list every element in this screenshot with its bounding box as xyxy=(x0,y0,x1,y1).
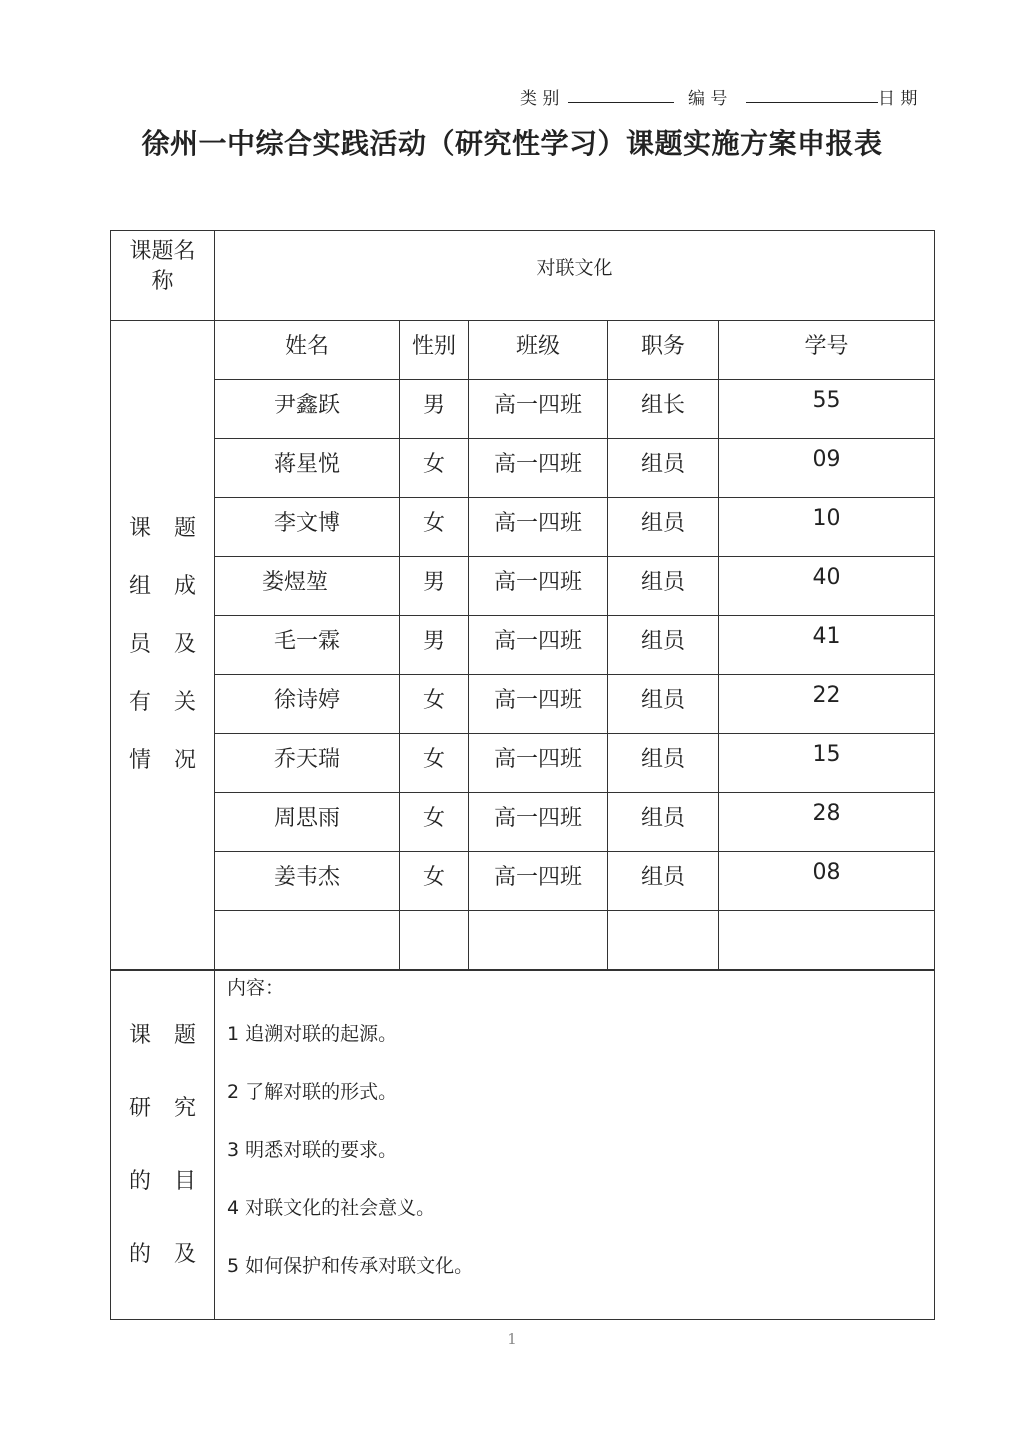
member-cell xyxy=(469,498,608,557)
member-cell xyxy=(719,616,935,675)
member-cell xyxy=(469,616,608,675)
member-cell xyxy=(215,734,400,793)
member-cell xyxy=(215,675,400,734)
purpose-item: 1 追溯对联的起源。 xyxy=(227,1023,398,1045)
member-cell-value: 女 xyxy=(422,688,445,713)
members-side-char: 关 xyxy=(173,690,196,715)
member-cell-value: 28 xyxy=(812,801,841,826)
page-number: 1 xyxy=(507,1330,517,1348)
member-row xyxy=(111,793,935,852)
column-header xyxy=(215,321,400,380)
purpose-item: 3 明悉对联的要求。 xyxy=(227,1139,398,1161)
members-side-char: 有 xyxy=(128,690,151,715)
member-cell xyxy=(215,616,400,675)
column-header-label: 学号 xyxy=(804,334,849,359)
member-cell xyxy=(400,498,469,557)
member-cell-value: 尹鑫跃 xyxy=(273,393,340,418)
column-header-label: 性别 xyxy=(411,334,456,359)
member-cell-value: 组长 xyxy=(640,393,685,418)
purpose-side-char: 的 xyxy=(128,1241,151,1267)
purpose-section xyxy=(110,970,935,1320)
category-label: 类 别 xyxy=(520,89,560,109)
members-side-char: 及 xyxy=(173,632,196,657)
member-cell-value: 高一四班 xyxy=(493,806,582,831)
purpose-item: 2 了解对联的形式。 xyxy=(227,1081,398,1103)
member-cell xyxy=(608,380,719,439)
members-side-char: 题 xyxy=(173,516,196,541)
empty-cell xyxy=(719,911,935,970)
topic-value-cell xyxy=(215,231,935,321)
column-header xyxy=(608,321,719,380)
purpose-side-char: 究 xyxy=(173,1095,196,1121)
page-title: 徐州一中综合实践活动（研究性学习）课题实施方案申报表 xyxy=(141,127,883,160)
member-cell-value: 毛一霖 xyxy=(273,629,340,654)
purpose-item: 5 如何保护和传承对联文化。 xyxy=(227,1255,474,1277)
member-cell xyxy=(215,793,400,852)
empty-cell xyxy=(215,911,400,970)
topic-value: 对联文化 xyxy=(536,257,613,279)
member-empty-row xyxy=(111,911,935,970)
member-cell xyxy=(215,498,400,557)
members-side-char: 情 xyxy=(128,748,151,773)
member-cell-value: 高一四班 xyxy=(493,511,582,536)
member-cell xyxy=(469,734,608,793)
member-cell-value: 高一四班 xyxy=(493,393,582,418)
member-cell-value: 女 xyxy=(422,747,445,772)
member-cell xyxy=(400,734,469,793)
member-cell-value: 高一四班 xyxy=(493,629,582,654)
member-cell xyxy=(608,793,719,852)
member-cell-value: 41 xyxy=(812,624,841,649)
purpose-side-char: 课 xyxy=(128,1022,151,1048)
purpose-side-char: 研 xyxy=(128,1095,151,1121)
member-row xyxy=(111,734,935,793)
member-cell xyxy=(719,734,935,793)
member-cell xyxy=(400,793,469,852)
member-cell xyxy=(469,793,608,852)
member-cell xyxy=(400,616,469,675)
member-cell-value: 男 xyxy=(422,570,445,595)
member-cell xyxy=(719,498,935,557)
member-cell-value: 娄煜堃 xyxy=(261,570,328,595)
purpose-items xyxy=(227,1005,934,1295)
member-cell xyxy=(719,557,935,616)
member-row xyxy=(111,557,935,616)
member-cell-value: 男 xyxy=(422,393,445,418)
member-cell xyxy=(400,852,469,911)
member-cell xyxy=(469,380,608,439)
purpose-heading: 内容： xyxy=(227,977,285,999)
purpose-side-label xyxy=(123,1021,203,1270)
member-cell xyxy=(215,852,400,911)
member-cell xyxy=(469,675,608,734)
member-cell-value: 组员 xyxy=(640,570,685,595)
member-cell xyxy=(608,734,719,793)
member-cell xyxy=(469,852,608,911)
member-cell xyxy=(215,439,400,498)
member-cell-value: 高一四班 xyxy=(493,865,582,890)
column-header xyxy=(719,321,935,380)
member-row xyxy=(111,616,935,675)
purpose-side-char: 题 xyxy=(173,1022,196,1048)
member-header-row xyxy=(111,321,935,380)
member-row xyxy=(111,380,935,439)
member-cell xyxy=(719,380,935,439)
empty-cell xyxy=(608,911,719,970)
member-cell-value: 40 xyxy=(812,565,841,590)
member-cell-value: 10 xyxy=(812,506,841,531)
member-cell xyxy=(719,675,935,734)
member-cell xyxy=(400,675,469,734)
column-header-label: 职务 xyxy=(640,334,685,359)
member-cell xyxy=(608,498,719,557)
category-blank xyxy=(568,84,674,103)
purpose-side-char: 的 xyxy=(128,1168,151,1194)
header-fields xyxy=(520,84,940,108)
empty-cell xyxy=(469,911,608,970)
member-cell-value: 女 xyxy=(422,806,445,831)
date-label: 日 期 xyxy=(878,89,918,109)
topic-label-cell xyxy=(111,231,215,321)
member-cell-value: 组员 xyxy=(640,452,685,477)
members-side-char: 员 xyxy=(128,632,151,657)
member-cell xyxy=(608,675,719,734)
number-label: 编 号 xyxy=(688,89,728,109)
purpose-side-char: 目 xyxy=(173,1168,196,1194)
column-header-label: 班级 xyxy=(515,334,560,359)
members-side-label-cell xyxy=(111,321,215,970)
members-side-char: 课 xyxy=(128,516,151,541)
member-cell-value: 高一四班 xyxy=(493,570,582,595)
members-side-label xyxy=(123,514,203,776)
member-cell xyxy=(719,852,935,911)
member-cell-value: 组员 xyxy=(640,688,685,713)
member-cell-value: 蒋星悦 xyxy=(273,452,340,477)
number-blank xyxy=(746,84,878,103)
purpose-side-label-cell xyxy=(111,971,215,1320)
column-header xyxy=(400,321,469,380)
empty-cell xyxy=(400,911,469,970)
member-cell-value: 09 xyxy=(812,447,841,472)
member-cell-value: 组员 xyxy=(640,629,685,654)
member-cell-value: 李文博 xyxy=(273,511,340,536)
member-cell-value: 08 xyxy=(812,860,841,885)
member-cell-value: 高一四班 xyxy=(493,452,582,477)
member-cell xyxy=(215,557,400,616)
member-cell-value: 组员 xyxy=(640,806,685,831)
member-cell-value: 高一四班 xyxy=(493,688,582,713)
member-cell xyxy=(469,439,608,498)
member-cell xyxy=(400,439,469,498)
member-row xyxy=(111,675,935,734)
purpose-item: 4 对联文化的社会意义。 xyxy=(227,1197,436,1219)
purpose-side-char: 及 xyxy=(173,1241,196,1267)
member-cell xyxy=(400,380,469,439)
column-header xyxy=(469,321,608,380)
member-cell xyxy=(719,793,935,852)
member-cell xyxy=(608,557,719,616)
member-cell-value: 乔天瑞 xyxy=(273,747,340,772)
member-cell-value: 女 xyxy=(422,452,445,477)
member-row xyxy=(111,498,935,557)
column-header-label: 姓名 xyxy=(284,334,329,359)
member-cell-value: 女 xyxy=(422,511,445,536)
member-cell-value: 组员 xyxy=(640,747,685,772)
member-cell-value: 22 xyxy=(812,683,841,708)
members-side-char: 成 xyxy=(173,574,196,599)
members-side-char: 组 xyxy=(128,574,151,599)
member-cell-value: 组员 xyxy=(640,865,685,890)
member-cell-value: 周思雨 xyxy=(273,806,340,831)
member-cell xyxy=(215,380,400,439)
member-cell-value: 15 xyxy=(812,742,841,767)
member-cell xyxy=(608,439,719,498)
topic-label: 课题名称 xyxy=(129,239,196,294)
member-row xyxy=(111,852,935,911)
member-cell xyxy=(719,439,935,498)
member-cell xyxy=(400,557,469,616)
application-form xyxy=(110,230,935,970)
member-cell xyxy=(608,616,719,675)
member-cell xyxy=(469,557,608,616)
members-side-char: 况 xyxy=(173,748,196,773)
member-cell-value: 55 xyxy=(812,388,841,413)
member-row xyxy=(111,439,935,498)
member-cell-value: 男 xyxy=(422,629,445,654)
member-cell-value: 高一四班 xyxy=(493,747,582,772)
member-cell xyxy=(608,852,719,911)
member-cell-value: 女 xyxy=(422,865,445,890)
member-cell-value: 组员 xyxy=(640,511,685,536)
purpose-content-cell xyxy=(215,971,935,1320)
member-cell-value: 徐诗婷 xyxy=(273,688,340,713)
member-cell-value: 姜韦杰 xyxy=(273,865,340,890)
